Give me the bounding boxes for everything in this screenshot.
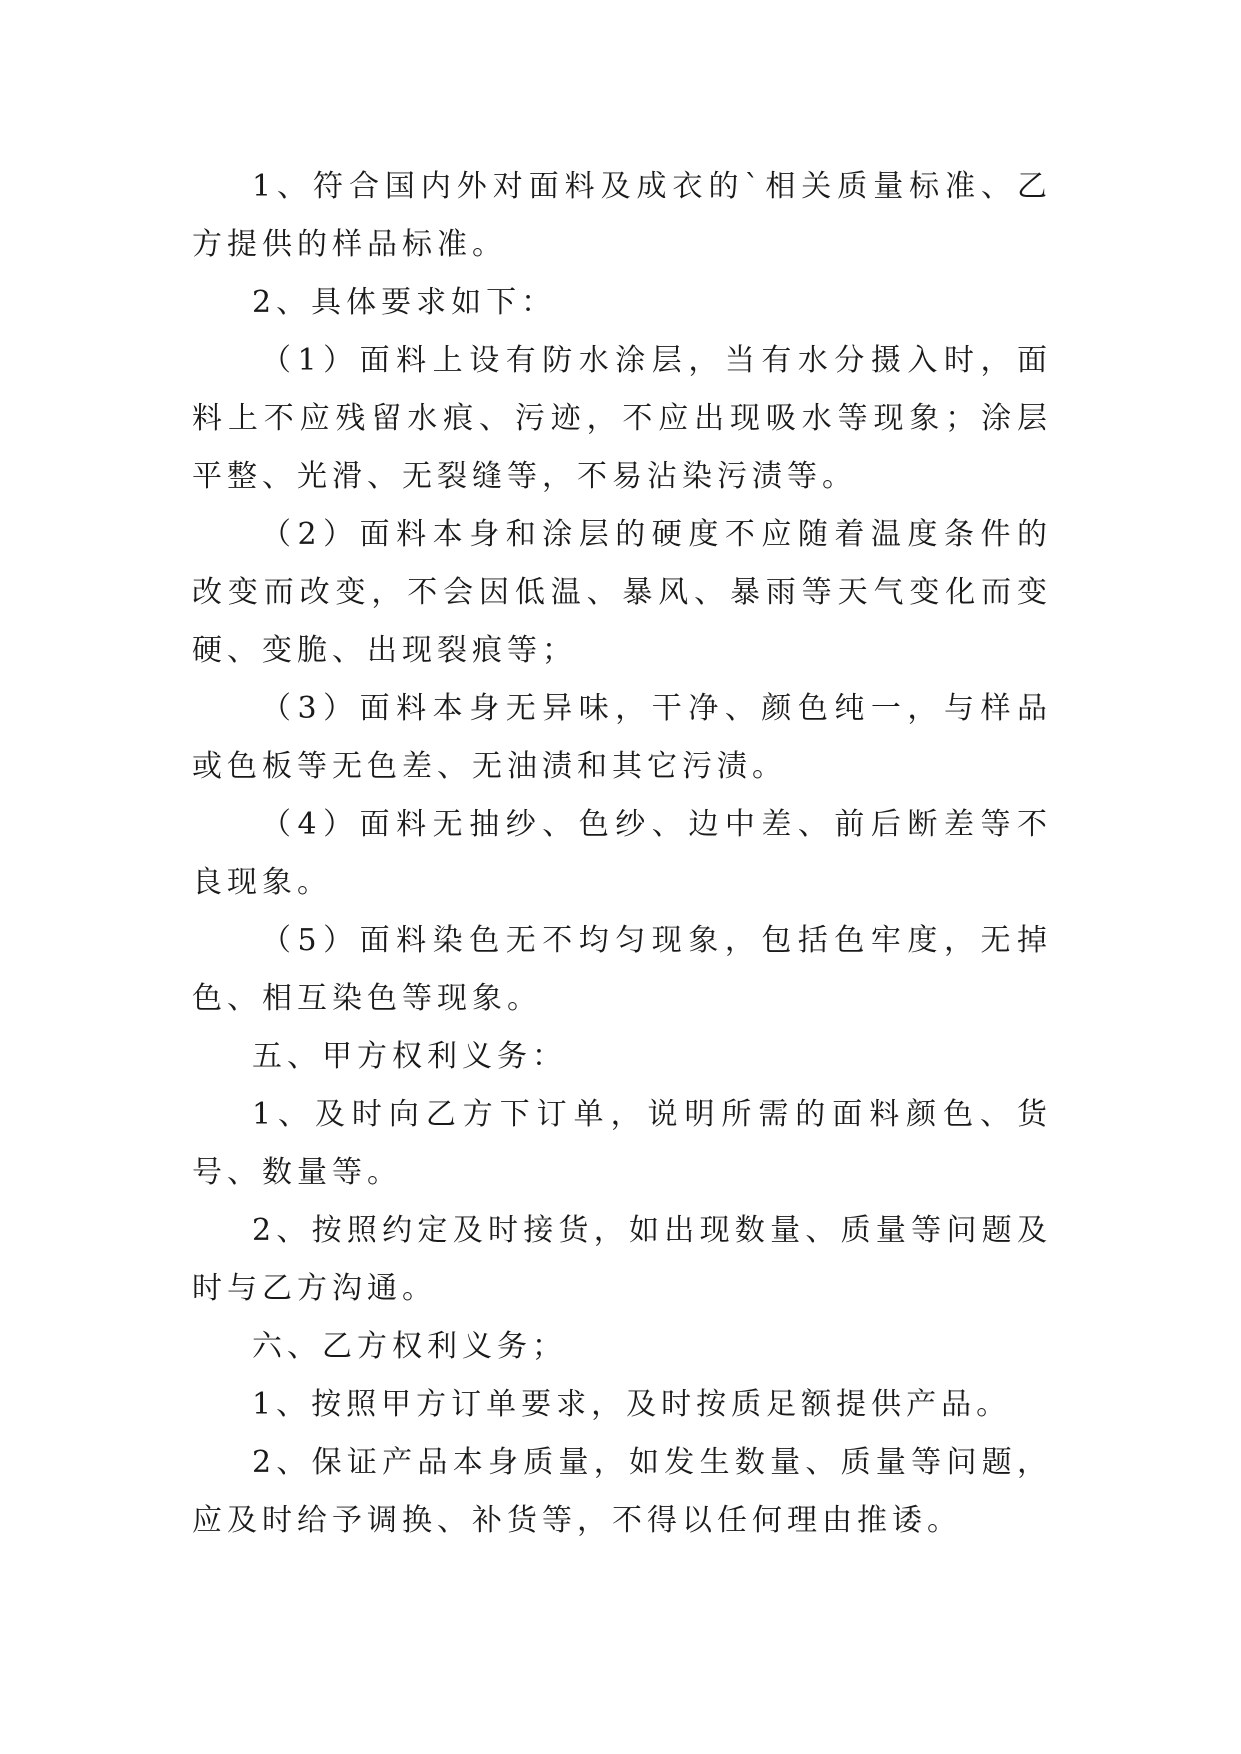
paragraph-party-b-2: 2、保证产品本身质量，如发生数量、质量等问题，应及时给予调换、补货等，不得以任何理由推诿。 <box>192 1445 1052 1538</box>
section-heading-party-b: 六、乙方权利义务； <box>252 1329 567 1364</box>
paragraph-standards: 1、符合国内外对面料及成衣的`相关质量标准、乙方提供的样品标准。 <box>192 169 1052 262</box>
paragraph-requirements-heading: 2、具体要求如下： <box>252 285 557 320</box>
paragraph-requirement-4: （4）面料无抽纱、色纱、边中差、前后断差等不良现象。 <box>192 807 1052 900</box>
section-heading-party-a: 五、甲方权利义务： <box>252 1039 567 1074</box>
paragraph-requirement-5: （5）面料染色无不均匀现象，包括色牢度，无掉色、相互染色等现象。 <box>192 923 1052 1016</box>
paragraph-requirement-3: （3）面料本身无异味，干净、颜色纯一，与样品或色板等无色差、无油渍和其它污渍。 <box>192 691 1052 784</box>
paragraph-party-b-1: 1、按照甲方订单要求，及时按质足额提供产品。 <box>252 1387 1012 1422</box>
paragraph-party-a-2: 2、按照约定及时接货，如出现数量、质量等问题及时与乙方沟通。 <box>192 1213 1052 1306</box>
paragraph-party-a-1: 1、及时向乙方下订单，说明所需的面料颜色、货号、数量等。 <box>192 1097 1052 1190</box>
paragraph-requirement-2: （2）面料本身和涂层的硬度不应随着温度条件的改变而改变，不会因低温、暴风、暴雨等天气变化而变硬、变脆、出现裂痕等； <box>192 517 1052 668</box>
document-body <box>192 158 1052 1550</box>
paragraph-requirement-1: （1）面料上设有防水涂层，当有水分摄入时，面料上不应残留水痕、污迹，不应出现吸水等现象；涂层平整、光滑、无裂缝等，不易沾染污渍等。 <box>192 343 1052 494</box>
